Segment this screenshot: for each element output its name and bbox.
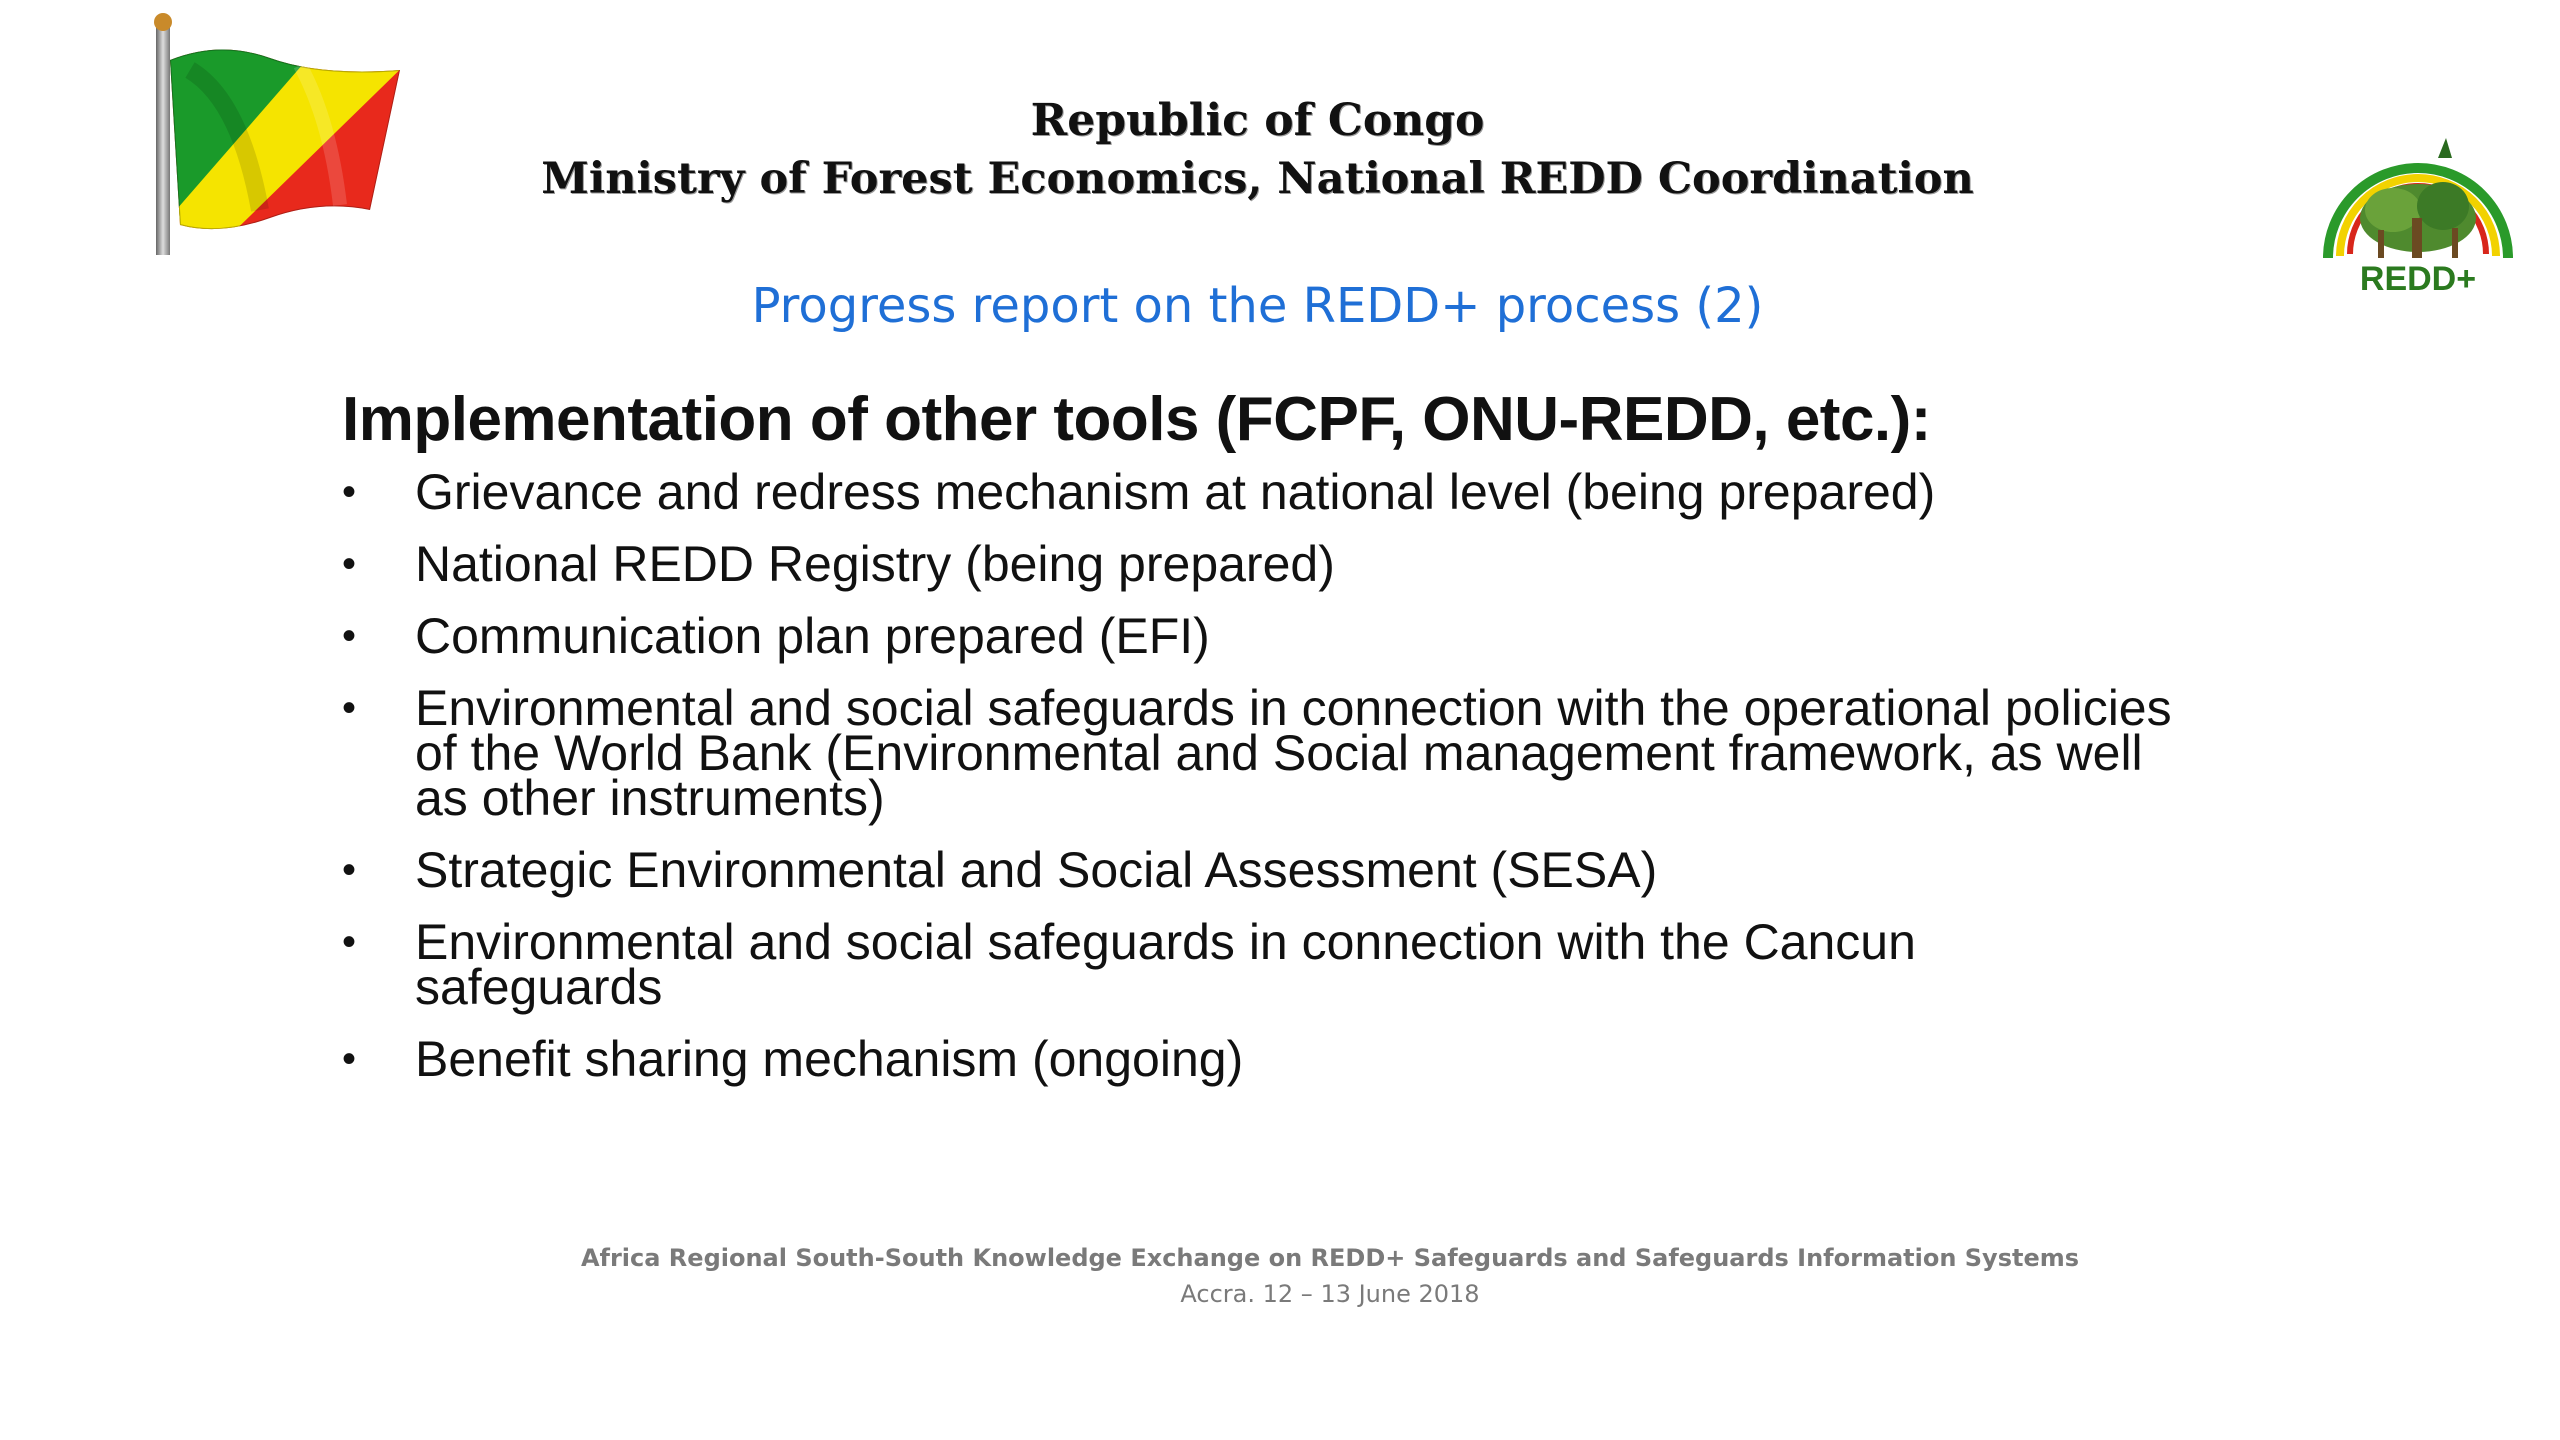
list-item (342, 842, 2172, 898)
slide-footer (0, 1240, 2560, 1312)
slide-subtitle: Progress report on the REDD+ process (2) (751, 278, 1764, 334)
bullet-list (342, 464, 2172, 1109)
list-item-text: National REDD Registry (being prepared) (415, 536, 1335, 592)
bullet-icon: • (342, 848, 357, 892)
bullet-icon: • (342, 470, 357, 514)
list-item (342, 536, 2172, 592)
list-item (342, 608, 2172, 664)
ministry-title: Ministry of Forest Economics, National REDD Coordination (541, 154, 1974, 204)
list-item-text: Benefit sharing mechanism (ongoing) (415, 1031, 1244, 1087)
redd-plus-logo-icon (2318, 118, 2518, 300)
redd-logo-text: REDD+ (2359, 260, 2477, 298)
list-item (342, 1031, 2172, 1087)
list-item-text: Grievance and redress mechanism at national level (being prepared) (415, 464, 1936, 520)
list-item-text: Communication plan prepared (EFI) (415, 608, 1210, 664)
list-item (342, 914, 2172, 1015)
country-title: Republic of Congo (1030, 95, 1485, 146)
footer-event: Africa Regional South-South Knowledge Exchange on REDD+ Safeguards and Safeguards Information Systems (580, 1244, 2080, 1272)
list-item (342, 464, 2172, 520)
bullet-icon: • (342, 542, 357, 586)
section-heading: Implementation of other tools (FCPF, ONU-REDD, etc.): (342, 385, 1931, 454)
header-organization (0, 92, 2515, 208)
list-item-text: Environmental and social safeguards in connection with the operational policies of the World Bank (Environmental and Social management framework, as well as other instruments) (415, 680, 2172, 826)
footer-place-date: Accra. 12 – 13 June 2018 (1180, 1280, 1480, 1308)
list-item-text: Strategic Environmental and Social Assessment (SESA) (415, 842, 1658, 898)
bullet-icon: • (342, 614, 357, 658)
list-item (342, 680, 2172, 826)
bullet-icon: • (342, 1037, 357, 1081)
bullet-icon: • (342, 686, 357, 730)
list-item-text: Environmental and social safeguards in connection with the Cancun safeguards (415, 914, 1916, 1015)
bullet-icon: • (342, 920, 357, 964)
